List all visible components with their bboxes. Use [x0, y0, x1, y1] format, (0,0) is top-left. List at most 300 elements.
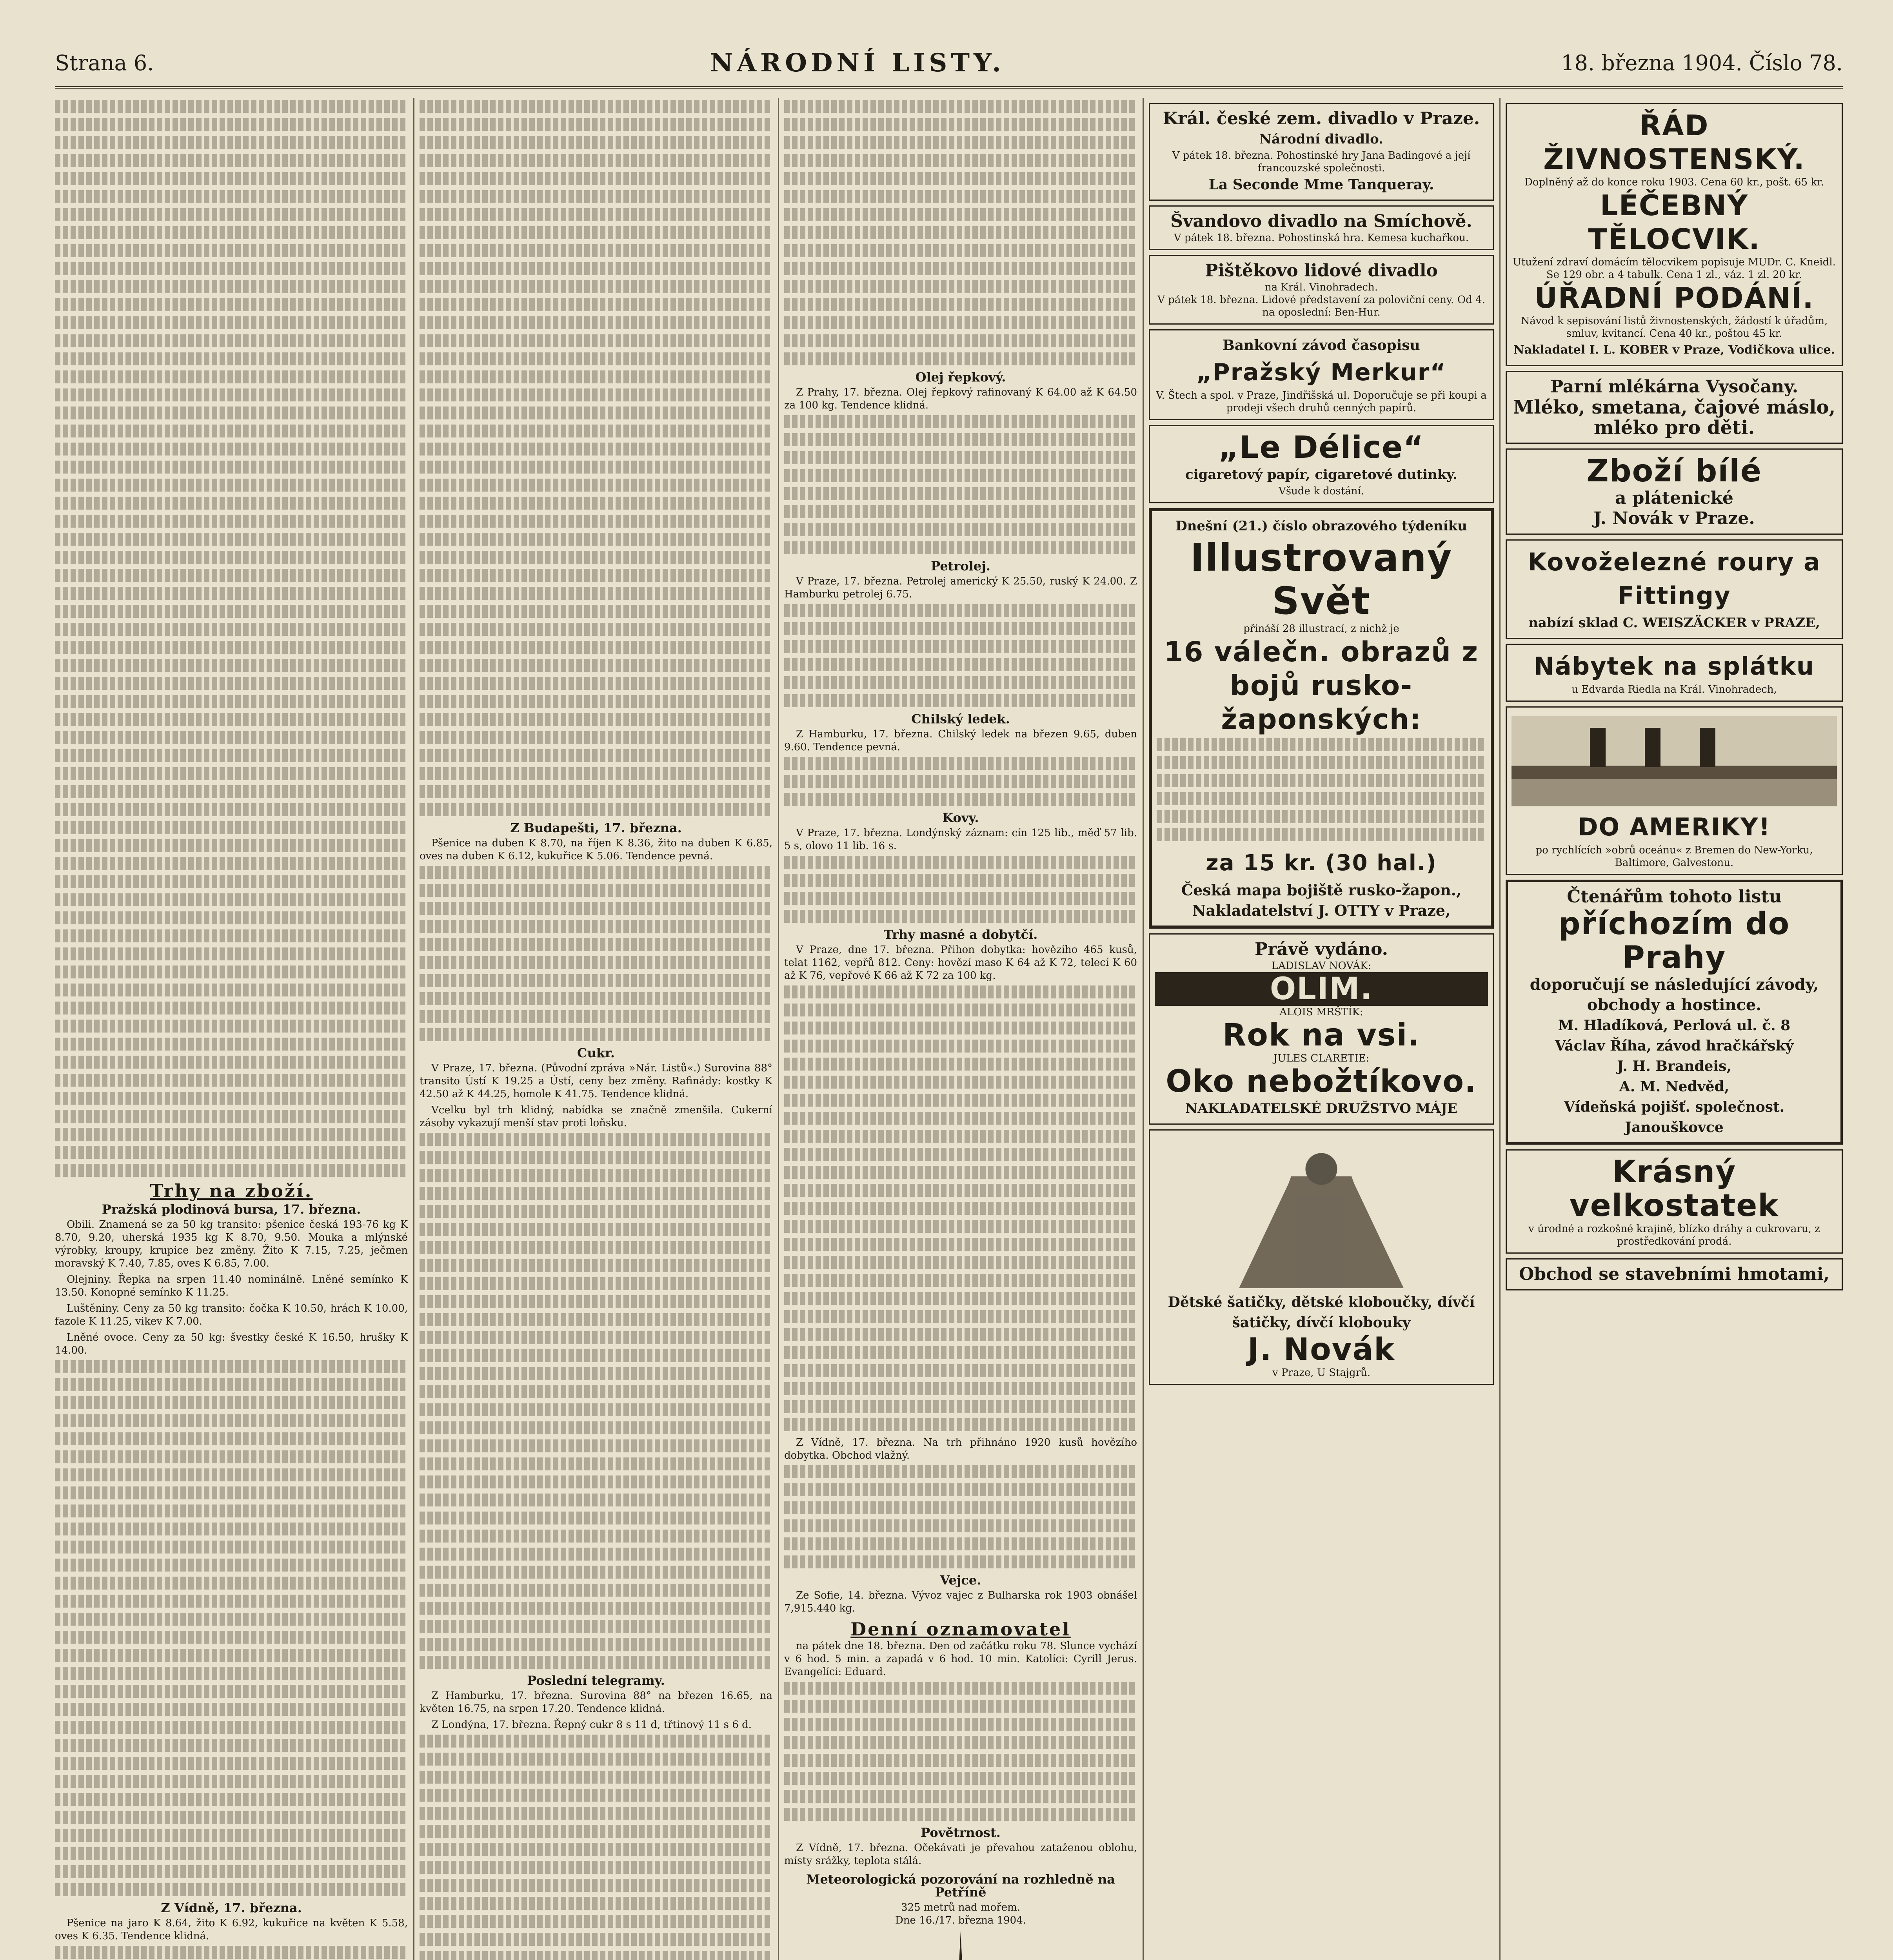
- ad-theater-national: [1149, 103, 1494, 201]
- text-line-placeholder: [55, 1865, 408, 1878]
- article-paragraph: Pšenice na duben K 8.70, na říjen K 8.36, žito na duben K 6.85, oves na duben K 6.12, kukuřice K 5.06. Tendence pevná.: [420, 837, 772, 862]
- text-line-placeholder: [55, 839, 408, 852]
- text-line-placeholder: [420, 208, 772, 221]
- ad-text: nabízí sklad C. WEISZÄCKER v PRAZE,: [1528, 615, 1820, 631]
- text-line-placeholder: [1157, 792, 1486, 805]
- text-line-placeholder: [55, 208, 408, 221]
- text-line-placeholder: [420, 938, 772, 951]
- text-line-placeholder: [420, 1620, 772, 1633]
- masthead: [55, 39, 1843, 89]
- text-line-placeholder: [420, 902, 772, 915]
- text-line-placeholder: [55, 1164, 408, 1177]
- text-line-placeholder: [784, 1790, 1137, 1803]
- child-title: Dětské šatičky, dětské kloboučky, dívčí šatičky, dívčí klobouky: [1168, 1294, 1475, 1331]
- text-line-placeholder: [784, 1274, 1137, 1287]
- article-paragraph: Z Vídně, 17. března. Očekávati je převahou zataženou oblohu, místy srážky, teplota stálá.: [784, 1842, 1137, 1867]
- vendor-name: Václav Říha, závod hračkářský: [1555, 1038, 1794, 1054]
- text-line-placeholder: [55, 1739, 408, 1752]
- text-line-placeholder: [784, 658, 1137, 671]
- text-line-placeholder: [784, 298, 1137, 311]
- section-title-trhy: Trhy na zboží.: [150, 1180, 313, 1201]
- subhead-chile-saltpeter: Chilský ledek.: [911, 711, 1010, 726]
- article-paragraph: Vcelku byl trh klidný, nabídka se značně zmenšila. Cukerní zásoby vykazují menší stav proti loňsku.: [420, 1104, 772, 1129]
- text-line-placeholder: [420, 370, 772, 383]
- obs-header: 325 metrů nad mořem.: [901, 1902, 1020, 1913]
- bank-title: Bankovní závod časopisu: [1223, 337, 1420, 354]
- text-line-placeholder: [55, 641, 408, 654]
- text-line-placeholder: [55, 893, 408, 906]
- text-line-placeholder: [420, 1241, 772, 1254]
- subhead-eggs: Vejce.: [940, 1573, 981, 1588]
- article-paragraph: Z Hamburku, 17. března. Chilský ledek na březen 9.65, duben 9.60. Tendence pevná.: [784, 728, 1137, 753]
- ad-title: Nábytek na splátku: [1534, 652, 1815, 681]
- article-paragraph: V Praze, 17. března. Petrolej americký K 25.50, ruský K 24.00. Z Hamburku petrolej 6.75.: [784, 575, 1137, 600]
- text-line-placeholder: [784, 136, 1137, 149]
- section-sugar: Cukr.: [577, 1045, 615, 1060]
- ad-text: v úrodné a rozkošné krajině, blízko dráhy a cukrovaru, z prostředkování prodá.: [1528, 1223, 1820, 1247]
- text-line-placeholder: [784, 1555, 1137, 1568]
- text-line-placeholder: [420, 1169, 772, 1182]
- text-line-placeholder: [55, 1486, 408, 1499]
- article-paragraph: V Praze, 17. března. Londýnský záznam: cín 125 lib., měď 57 lib. 5 s, olovo 11 lib. 16 s.: [784, 827, 1137, 852]
- ad-text: po rychlících »obrů oceánu« z Bremen do New-Yorku, Baltimore, Galvestonu.: [1535, 844, 1813, 869]
- text-line-placeholder: [55, 875, 408, 888]
- text-line-placeholder: [420, 1951, 772, 1960]
- text-line-placeholder: [55, 443, 408, 456]
- text-line-placeholder: [55, 1020, 408, 1033]
- novak-name: J. Novák: [1247, 1332, 1395, 1367]
- text-line-placeholder: [784, 1256, 1137, 1269]
- text-line-placeholder: [784, 1718, 1137, 1731]
- ad-new-books: [1149, 933, 1494, 1125]
- text-line-placeholder: [55, 1559, 408, 1572]
- text-line-placeholder: [55, 226, 408, 239]
- text-line-placeholder: [784, 1202, 1137, 1215]
- text-line-placeholder: [55, 1847, 408, 1860]
- theater-title: Pištěkovo lidové divadlo: [1205, 261, 1438, 281]
- article-paragraph: Olejniny. Řepka na srpen 11.40 nominálně. Lněné semínko K 13.50. Konopné semínko K 11.25.: [55, 1274, 408, 1298]
- theater-title: Švandovo divadlo na Smíchově.: [1170, 211, 1472, 231]
- text-line-placeholder: [55, 497, 408, 510]
- text-line-placeholder: [420, 866, 772, 879]
- text-line-placeholder: [784, 1519, 1137, 1532]
- text-line-placeholder: [55, 262, 408, 275]
- text-line-placeholder: [55, 803, 408, 816]
- text-line-placeholder: [784, 1112, 1137, 1125]
- article-paragraph: Pšenice na jaro K 8.64, žito K 6.92, kukuřice na květen K 5.58, oves K 6.35. Tendence klidná.: [55, 1917, 408, 1942]
- text-line-placeholder: [1157, 828, 1486, 841]
- text-line-placeholder: [420, 1548, 772, 1561]
- text-line-placeholder: [55, 280, 408, 293]
- text-line-placeholder: [420, 280, 772, 293]
- text-line-placeholder: [420, 623, 772, 636]
- bank-text: V. Štech a spol. v Praze, Jindřišská ul. Doporučuje se při koupi a prodeji všech druhů cenných papírů.: [1156, 390, 1487, 414]
- mag-price: za 15 kr. (30 hal.): [1206, 850, 1437, 876]
- text-line-placeholder: [55, 1757, 408, 1770]
- text-line-placeholder: [420, 118, 772, 131]
- section-telegrams: Poslední telegramy.: [527, 1673, 665, 1688]
- article-paragraph: Z Londýna, 17. března. Řepný cukr 8 s 11 d, třtinový 11 s 6 d.: [431, 1719, 752, 1731]
- article-paragraph: Luštěniny. Ceny za 50 kg transito: čočka K 10.50, hrách K 10.00, fazole K 11.25, vikev K 7.00.: [55, 1303, 408, 1327]
- ad-title: LÉČEBNÝ TĚLOCVIK.: [1588, 189, 1760, 256]
- text-line-placeholder: [55, 695, 408, 708]
- text-line-placeholder: [55, 1074, 408, 1087]
- text-line-placeholder: [420, 1933, 772, 1946]
- text-line-placeholder: [55, 1631, 408, 1644]
- theater-text: V pátek 18. března. Pohostinská hra. Kemesa kuchařkou.: [1174, 232, 1469, 244]
- text-line-placeholder: [420, 1602, 772, 1615]
- text-line-placeholder: [420, 1879, 772, 1892]
- text-line-placeholder: [55, 190, 408, 203]
- ad-big: příchozím do Prahy: [1558, 906, 1790, 975]
- ad-title: Čtenářům tohoto listu: [1567, 887, 1782, 907]
- text-line-placeholder: [420, 1421, 772, 1434]
- ad-white-goods: [1506, 448, 1843, 535]
- text-line-placeholder: [55, 100, 408, 113]
- ad-rad-zivnostensky: [1506, 103, 1843, 366]
- text-line-placeholder: [420, 1010, 772, 1023]
- author: JULES CLARETIE:: [1273, 1053, 1370, 1064]
- text-line-placeholder: [784, 1166, 1137, 1179]
- text-line-placeholder: [784, 1076, 1137, 1089]
- delice-note: Všude k dostání.: [1278, 485, 1364, 497]
- column-rule: [778, 98, 779, 1960]
- text-line-placeholder: [55, 911, 408, 924]
- article-paragraph: V Praze, 17. března. (Původní zpráva »Nár. Listů«.) Surovina 88° transito Ústí K 19.25 a Ústí, ceny bez změny. Rafinády: kostky K 42.50 až K 44.25, homole K 41.75. Tendence klidná.: [420, 1062, 772, 1100]
- text-line-placeholder: [55, 425, 408, 437]
- mag-big: 16 válečn. obrazů z bojů rusko-žaponských:: [1164, 636, 1479, 735]
- text-line-placeholder: [55, 677, 408, 690]
- text-line-placeholder: [784, 190, 1137, 203]
- text-line-placeholder: [784, 1022, 1137, 1034]
- text-line-placeholder: [420, 803, 772, 816]
- theater-play: La Seconde Mme Tanqueray.: [1208, 176, 1434, 193]
- map-title: Česká mapa bojiště rusko-žapon.,: [1181, 881, 1462, 899]
- text-line-placeholder: [784, 1754, 1137, 1767]
- text-line-placeholder: [420, 1295, 772, 1308]
- author: ALOIS MRŠTÍK:: [1279, 1006, 1363, 1018]
- text-line-placeholder: [784, 676, 1137, 689]
- text-line-placeholder: [55, 479, 408, 492]
- text-line-placeholder: [420, 1638, 772, 1651]
- text-line-placeholder: [784, 1094, 1137, 1107]
- text-line-placeholder: [784, 874, 1137, 887]
- text-line-placeholder: [55, 1414, 408, 1427]
- delice-sub: cigaretový papír, cigaretové dutinky.: [1185, 467, 1457, 483]
- text-line-placeholder: [55, 659, 408, 672]
- book-title: Oko nebožtíkovo.: [1166, 1064, 1477, 1099]
- article-paragraph: Lněné ovoce. Ceny za 50 kg: švestky české K 16.50, hrušky K 14.00.: [55, 1332, 408, 1356]
- text-line-placeholder: [420, 1187, 772, 1200]
- text-line-placeholder: [784, 541, 1137, 554]
- text-line-placeholder: [420, 956, 772, 969]
- text-line-placeholder: [420, 1331, 772, 1344]
- text-line-placeholder: [784, 1736, 1137, 1749]
- text-line-placeholder: [420, 461, 772, 474]
- text-line-placeholder: [420, 352, 772, 365]
- column-4: [1149, 98, 1494, 1960]
- text-line-placeholder: [784, 694, 1137, 707]
- column-3: [784, 98, 1137, 1960]
- text-line-placeholder: [784, 1328, 1137, 1341]
- ad-furniture: [1506, 644, 1843, 702]
- ad-dairy: [1506, 371, 1843, 444]
- column-2: [420, 98, 772, 1960]
- text-line-placeholder: [420, 713, 772, 726]
- text-line-placeholder: [784, 100, 1137, 113]
- text-line-placeholder: [1157, 810, 1486, 823]
- column-1: [55, 98, 408, 1960]
- text-line-placeholder: [55, 1110, 408, 1123]
- text-line-placeholder: [784, 451, 1137, 464]
- ad-title: Krásný velkostatek: [1569, 1154, 1779, 1223]
- text-line-placeholder: [420, 1259, 772, 1272]
- ad-title: Parní mlékárna Vysočany.: [1550, 377, 1799, 397]
- text-line-placeholder: [784, 757, 1137, 770]
- novak-address: v Praze, U Stajgrů.: [1272, 1367, 1371, 1379]
- text-line-placeholder: [55, 1360, 408, 1373]
- text-line-placeholder: [55, 515, 408, 528]
- text-line-placeholder: [784, 316, 1137, 329]
- text-line-placeholder: [55, 821, 408, 834]
- text-line-placeholder: [55, 1577, 408, 1590]
- text-line-placeholder: [784, 604, 1137, 617]
- text-line-placeholder: [784, 1004, 1137, 1016]
- publisher: Nakladatelství J. OTTY v Praze,: [1192, 902, 1451, 919]
- text-line-placeholder: [55, 1128, 408, 1141]
- text-line-placeholder: [784, 1382, 1137, 1395]
- text-line-placeholder: [420, 659, 772, 672]
- newspaper-page: [55, 39, 1843, 1960]
- text-line-placeholder: [55, 533, 408, 546]
- text-line-placeholder: [784, 262, 1137, 275]
- text-line-placeholder: [420, 767, 772, 780]
- text-line-placeholder: [420, 1349, 772, 1362]
- text-line-placeholder: [55, 1504, 408, 1517]
- column-rule: [413, 98, 414, 1960]
- text-line-placeholder: [55, 587, 408, 600]
- text-line-placeholder: [784, 1220, 1137, 1233]
- text-line-placeholder: [55, 1775, 408, 1788]
- text-line-placeholder: [55, 1056, 408, 1069]
- text-line-placeholder: [55, 118, 408, 131]
- text-line-placeholder: [420, 1205, 772, 1218]
- text-line-placeholder: [420, 1807, 772, 1820]
- text-line-placeholder: [420, 884, 772, 897]
- subhead-vienna: Z Vídně, 17. března.: [161, 1900, 302, 1915]
- article-paragraph: Obili. Znamená se za 50 kg transito: pšenice česká 193-76 kg K 8.70, 9.20, uherská 1935 kg K 8.70, 9.50. Mouka a mlýnské výrobky, kroupy, krupice bez změny. Žito K 7.15, 7.25, ječmen moravský K 7.40, 7.85, oves K 6.85, 7.00.: [55, 1219, 408, 1269]
- theater-sub: na Král. Vinohradech.: [1264, 281, 1378, 293]
- text-line-placeholder: [55, 551, 408, 564]
- text-line-placeholder: [420, 1133, 772, 1146]
- text-line-placeholder: [784, 1537, 1137, 1550]
- text-line-placeholder: [420, 641, 772, 654]
- text-line-placeholder: [784, 1058, 1137, 1071]
- ad-visitors-guide: [1506, 880, 1843, 1145]
- article-paragraph: Ze Sofie, 14. března. Vývoz vajec z Bulharska rok 1903 obnášel 7,915.440 kg.: [784, 1590, 1137, 1614]
- ad-text: doporučují se následující závody, obchody a hostince.: [1530, 975, 1819, 1014]
- text-line-placeholder: [1157, 756, 1486, 769]
- text-line-placeholder: [420, 298, 772, 311]
- text-line-placeholder: [784, 910, 1137, 923]
- text-line-placeholder: [420, 587, 772, 600]
- subhead-rapeseed-oil: Olej řepkový.: [915, 370, 1006, 385]
- text-line-placeholder: [420, 1771, 772, 1784]
- text-line-placeholder: [420, 1735, 772, 1748]
- text-line-placeholder: [420, 1897, 772, 1910]
- text-line-placeholder: [420, 992, 772, 1005]
- petrin-tower-illustration: [945, 1931, 976, 1960]
- text-line-placeholder: [784, 1418, 1137, 1431]
- text-line-placeholder: [420, 1439, 772, 1452]
- ad-text: Mléko, smetana, čajové máslo, mléko pro děti.: [1513, 396, 1836, 439]
- text-line-placeholder: [55, 1946, 408, 1959]
- article-paragraph: V Praze, dne 17. března. Přihon dobytka: hovězího 465 kusů, telat 1162, vepřů 812. Ceny: hovězí maso K 64 až K 72, telecí K 60 až K 76, vepřové K 66 až K 72 za 100 kg.: [784, 944, 1137, 982]
- text-line-placeholder: [420, 1367, 772, 1380]
- ad-title: Obchod se stavebními hmotami,: [1519, 1264, 1829, 1284]
- text-line-placeholder: [784, 1501, 1137, 1514]
- text-line-placeholder: [55, 605, 408, 618]
- text-line-placeholder: [420, 731, 772, 744]
- subhead-meat-markets: Trhy masné a dobytčí.: [883, 927, 1038, 942]
- text-line-placeholder: [55, 136, 408, 149]
- text-line-placeholder: [55, 965, 408, 978]
- ad-sub: Návod k sepisování listů živnostenských, žádostí k úřadům, smluv, kvitancí. Cena 40 kr., poštou 45 kr.: [1521, 315, 1828, 339]
- text-line-placeholder: [784, 352, 1137, 365]
- ad-sub: Doplněný až do konce roku 1903. Cena 60 kr., pošt. 65 kr.: [1524, 176, 1824, 188]
- text-line-placeholder: [420, 1825, 772, 1838]
- text-line-placeholder: [784, 1310, 1137, 1323]
- text-line-placeholder: [1157, 738, 1486, 751]
- text-line-placeholder: [784, 1130, 1137, 1143]
- ad-publisher: Nakladatel I. L. KOBER v Praze, Vodičkova ulice.: [1513, 343, 1835, 357]
- text-line-placeholder: [420, 515, 772, 528]
- text-line-placeholder: [784, 1700, 1137, 1713]
- subhead-weather: Povětrnost.: [921, 1825, 1001, 1840]
- text-line-placeholder: [55, 1002, 408, 1014]
- text-line-placeholder: [55, 1468, 408, 1481]
- book-title: OLIM.: [1155, 972, 1488, 1006]
- theater-title: Král. české zem. divadlo v Praze.: [1163, 109, 1480, 129]
- text-line-placeholder: [420, 1223, 772, 1236]
- text-line-placeholder: [55, 1146, 408, 1159]
- text-line-placeholder: [55, 1523, 408, 1535]
- text-line-placeholder: [784, 505, 1137, 518]
- ad-america: [1506, 706, 1843, 875]
- theater-text: V pátek 18. března. Pohostinské hry Jana Badingové a její francouzské společnosti.: [1172, 150, 1471, 174]
- article-paragraph: na pátek dne 18. března. Den od začátku roku 78. Slunce vychází v 6 hod. 5 min. a zapadá v 6 hod. 10 min. Katolíci: Cyrill Jerus. Evangelíci: Eduard.: [784, 1640, 1137, 1678]
- text-line-placeholder: [420, 172, 772, 185]
- text-line-placeholder: [784, 208, 1137, 221]
- text-line-placeholder: [55, 1432, 408, 1445]
- text-line-placeholder: [55, 1595, 408, 1608]
- obs-date: Dne 16./17. března 1904.: [895, 1915, 1026, 1926]
- newspaper-title: NÁRODNÍ LISTY.: [710, 48, 1005, 78]
- text-line-placeholder: [420, 533, 772, 546]
- text-line-placeholder: [55, 749, 408, 762]
- ad-sub: Utužení zdraví domácím tělocvikem popisuje MUDr. C. Kneidl. Se 129 obr. a 4 tabulk. Cena 1 zl., váz. 1 zl. 20 kr.: [1513, 256, 1836, 281]
- column-5: [1506, 98, 1843, 1960]
- text-line-placeholder: [784, 226, 1137, 239]
- text-line-placeholder: [784, 1040, 1137, 1053]
- text-line-placeholder: [420, 190, 772, 203]
- author: LADISLAV NOVÁK:: [1271, 960, 1372, 972]
- ad-illustrovany-svet: [1149, 508, 1494, 929]
- text-line-placeholder: [55, 1092, 408, 1105]
- text-line-placeholder: [784, 622, 1137, 635]
- text-line-placeholder: [55, 1703, 408, 1716]
- bank-name: „Pražský Merkur“: [1196, 359, 1446, 386]
- mag-title: Illustrovaný Svět: [1190, 536, 1453, 623]
- text-line-placeholder: [55, 713, 408, 726]
- ad-title: DO AMERIKY!: [1578, 813, 1771, 841]
- text-line-placeholder: [55, 1378, 408, 1391]
- text-line-placeholder: [420, 1151, 772, 1164]
- publisher: NAKLADATELSKÉ DRUŽSTVO MÁJE: [1185, 1101, 1457, 1116]
- text-line-placeholder: [420, 136, 772, 149]
- text-line-placeholder: [55, 1649, 408, 1662]
- text-line-placeholder: [55, 947, 408, 960]
- ad-title: ÚŘADNÍ PODÁNÍ.: [1534, 281, 1814, 314]
- text-line-placeholder: [784, 1292, 1137, 1305]
- column-rule: [1499, 98, 1501, 1960]
- article-paragraph: Z Hamburku, 17. března. Surovina 88° na březen 16.65, na květen 16.75, na srpen 17.20. Tendence klidná.: [420, 1690, 772, 1715]
- text-line-placeholder: [420, 1584, 772, 1597]
- text-line-placeholder: [55, 1613, 408, 1626]
- text-line-placeholder: [420, 1313, 772, 1326]
- text-line-placeholder: [420, 974, 772, 987]
- text-line-placeholder: [784, 1682, 1137, 1695]
- text-line-placeholder: [420, 1403, 772, 1416]
- text-line-placeholder: [784, 1808, 1137, 1821]
- text-line-placeholder: [784, 856, 1137, 869]
- text-line-placeholder: [55, 569, 408, 582]
- text-line-placeholder: [420, 677, 772, 690]
- text-line-placeholder: [420, 316, 772, 329]
- text-line-placeholder: [784, 244, 1137, 257]
- text-line-placeholder: [55, 1038, 408, 1051]
- ad-pipes: [1506, 539, 1843, 639]
- text-line-placeholder: [55, 316, 408, 329]
- vendor-name: Vídeňská pojišť. společnost.: [1564, 1099, 1785, 1115]
- text-line-placeholder: [784, 892, 1137, 905]
- text-line-placeholder: [784, 523, 1137, 536]
- text-line-placeholder: [55, 623, 408, 636]
- text-line-placeholder: [420, 1494, 772, 1506]
- text-line-placeholder: [784, 1346, 1137, 1359]
- text-line-placeholder: [420, 920, 772, 933]
- ad-title: ŘÁD ŽIVNOSTENSKÝ.: [1543, 109, 1805, 176]
- book-title: Rok na vsi.: [1223, 1018, 1420, 1053]
- text-line-placeholder: [55, 1829, 408, 1842]
- text-line-placeholder: [55, 929, 408, 942]
- text-line-placeholder: [55, 1685, 408, 1698]
- child-illustration: [1239, 1139, 1404, 1288]
- text-line-placeholder: [784, 469, 1137, 482]
- steamship-illustration: [1511, 716, 1837, 806]
- text-line-placeholder: [55, 1883, 408, 1896]
- vendor-name: Janouškovce: [1625, 1119, 1724, 1136]
- column-rule: [1143, 98, 1144, 1960]
- subhead-petroleum: Petrolej.: [931, 559, 990, 573]
- mag-line: Dnešní (21.) číslo obrazového týdeníku: [1175, 518, 1467, 534]
- text-line-placeholder: [420, 1861, 772, 1874]
- subhead-prague-exchange: Pražská plodinová bursa, 17. března.: [102, 1202, 361, 1217]
- text-line-placeholder: [420, 262, 772, 275]
- text-line-placeholder: [55, 731, 408, 744]
- text-line-placeholder: [784, 433, 1137, 446]
- text-line-placeholder: [420, 443, 772, 456]
